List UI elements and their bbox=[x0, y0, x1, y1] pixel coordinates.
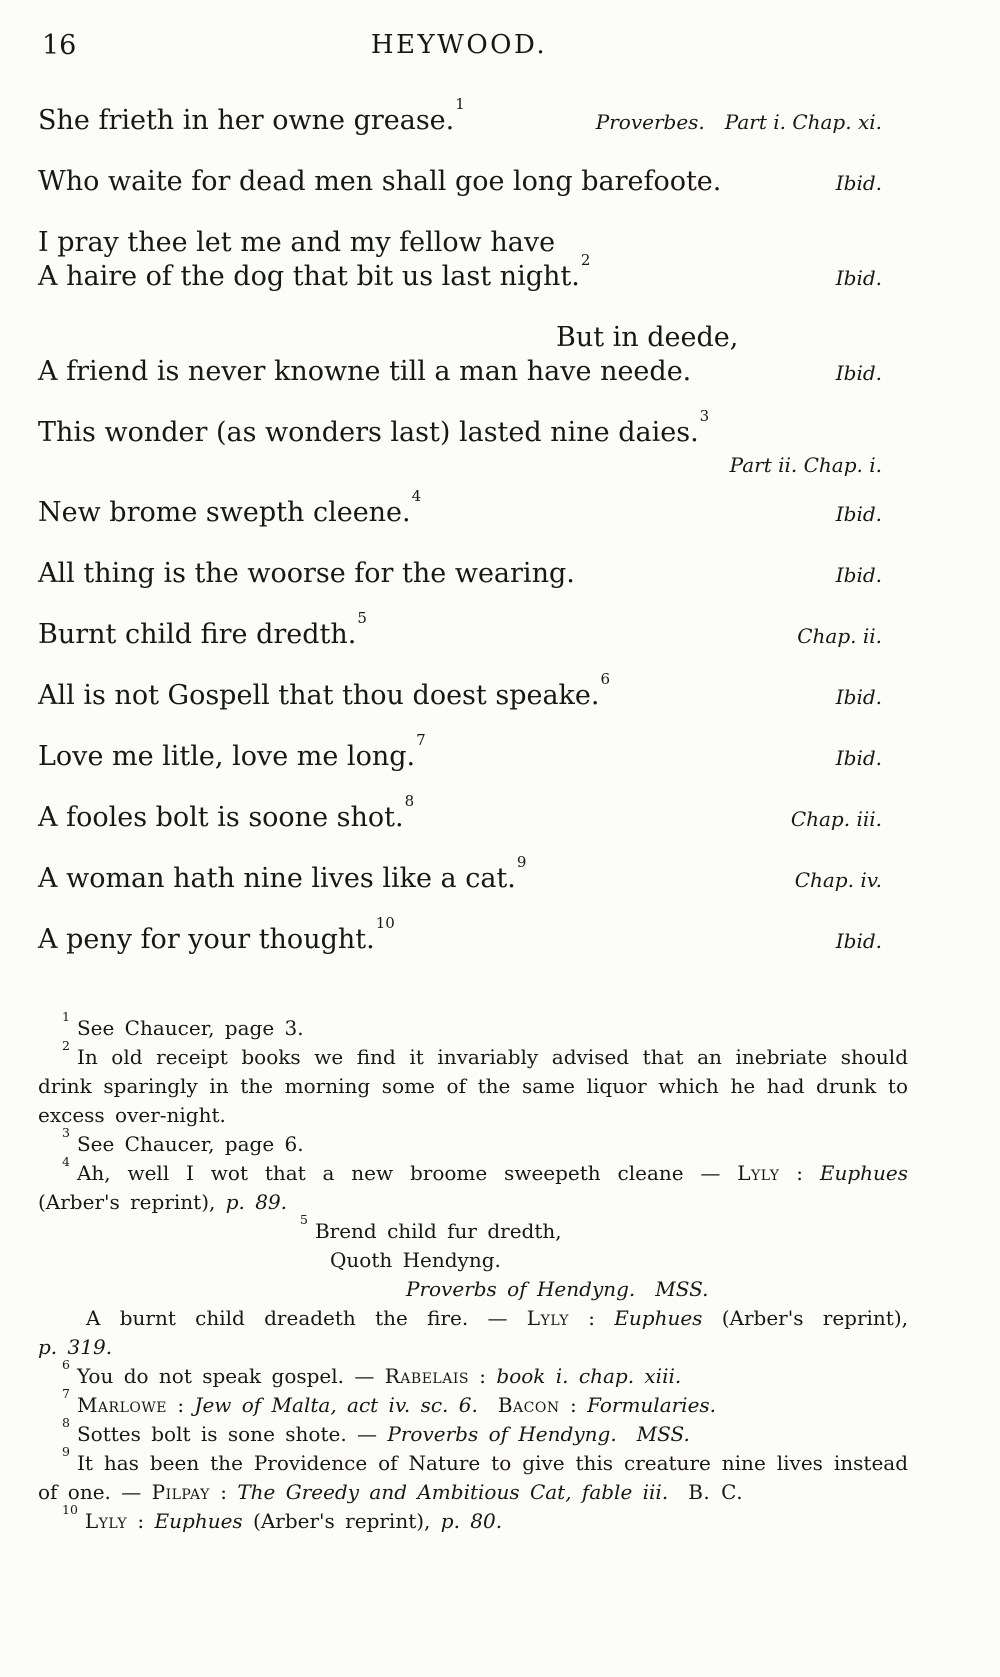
quote-text-span: New brome swepth cleene. bbox=[38, 497, 411, 528]
footnote bbox=[38, 1502, 908, 1536]
author-name: Pilpay bbox=[151, 1480, 210, 1504]
quote-citation: Chap. iii. bbox=[790, 807, 882, 831]
author-name: Marlowe bbox=[76, 1393, 167, 1417]
quote-line bbox=[38, 670, 882, 714]
quote-text bbox=[38, 95, 465, 138]
footnote-number: 6 bbox=[62, 1357, 70, 1373]
work-title: Euphues bbox=[819, 1161, 909, 1185]
quote-line bbox=[38, 914, 882, 958]
footnote-ref: 8 bbox=[404, 792, 415, 810]
footnote-verse-line bbox=[330, 1246, 908, 1275]
footnote-number: 5 bbox=[300, 1212, 308, 1228]
quote-citation: Part ii. Chap. i. bbox=[729, 453, 882, 477]
work-title: Proverbs of Hendyng. MSS. bbox=[406, 1277, 709, 1301]
footnote-verse-line bbox=[300, 1212, 908, 1246]
quote-text bbox=[38, 557, 575, 591]
page-ref: p. 80. bbox=[440, 1509, 503, 1533]
page-header-row bbox=[38, 30, 880, 66]
quote-line bbox=[38, 450, 882, 480]
running-head: HEYWOOD. bbox=[370, 30, 548, 60]
quote-line bbox=[38, 487, 882, 531]
quote-text bbox=[38, 670, 611, 713]
author-name: Rabelais bbox=[384, 1364, 469, 1388]
quote-text-span: A peny for your thought. bbox=[38, 924, 375, 955]
footnotes-section bbox=[38, 1009, 909, 1536]
footnote-number: 4 bbox=[62, 1154, 70, 1170]
footnote bbox=[38, 1038, 908, 1130]
quote-text bbox=[38, 165, 721, 199]
quote-entry bbox=[38, 487, 882, 531]
footnote-text: Ah, well I wot that a new broome sweepeth cleane — bbox=[76, 1161, 738, 1185]
quote-entry bbox=[38, 165, 882, 200]
quote-text bbox=[556, 321, 738, 355]
footnote-ref: 5 bbox=[357, 609, 367, 627]
quote-text bbox=[38, 487, 422, 530]
footnote-text: (Arber's reprint), bbox=[242, 1509, 441, 1533]
footnote-text: You do not speak gospel. — bbox=[76, 1364, 385, 1388]
footnote-text: Quoth Hendyng. bbox=[330, 1248, 501, 1272]
quote-line bbox=[38, 226, 882, 260]
quote-text bbox=[38, 355, 691, 389]
work-title: The Greedy and Ambitious Cat, fable iii. bbox=[237, 1480, 669, 1504]
footnote-text bbox=[478, 1393, 498, 1417]
footnote-ref: 1 bbox=[455, 95, 465, 113]
quote-line bbox=[38, 355, 882, 390]
footnote-number: 3 bbox=[62, 1125, 70, 1141]
quote-entry bbox=[38, 321, 882, 390]
quote-text-span: Love me litle, love me long. bbox=[38, 741, 416, 772]
quote-entry bbox=[38, 557, 882, 592]
quote-citation: Proverbes. Part i. Chap. xi. bbox=[595, 110, 882, 134]
footnote-number: 10 bbox=[62, 1502, 78, 1518]
work-title: book i. chap. xiii. bbox=[496, 1364, 682, 1388]
quote-text bbox=[38, 609, 367, 652]
quote-text-span: She frieth in her owne grease. bbox=[38, 105, 455, 136]
quote-text-span: A woman hath nine lives like a cat. bbox=[38, 863, 516, 894]
footnote-text: : bbox=[568, 1306, 615, 1330]
footnote-ref: 9 bbox=[516, 853, 527, 871]
footnote bbox=[38, 1154, 909, 1217]
footnote-text: In old receipt books we find it invariably advised that an inebriate should drink sparingly in the morning some of the same liquor which he had drunk to excess over-night. bbox=[38, 1045, 908, 1127]
quote-text-span: A haire of the dog that bit us last night. bbox=[38, 261, 580, 292]
quote-text-span: This wonder (as wonders last) lasted nine daies. bbox=[38, 417, 699, 448]
source-abbrev: B. C. bbox=[688, 1480, 744, 1504]
footnote-ref: 6 bbox=[600, 670, 611, 688]
footnote-text: See Chaucer, page 6. bbox=[76, 1132, 304, 1156]
quote-line bbox=[38, 165, 882, 200]
page-ref: p. 319. bbox=[38, 1335, 113, 1359]
quote-text bbox=[38, 853, 527, 896]
quote-entry bbox=[38, 731, 882, 775]
quote-entry bbox=[38, 226, 882, 295]
footnote bbox=[38, 1386, 908, 1420]
author-name: Lyly bbox=[737, 1161, 780, 1185]
footnote bbox=[38, 1444, 908, 1507]
quote-entry bbox=[38, 853, 882, 897]
quote-citation: Ibid. bbox=[835, 746, 882, 770]
quote-text bbox=[38, 251, 591, 294]
quote-entry bbox=[38, 670, 882, 714]
quote-line bbox=[38, 251, 882, 295]
quote-text-span: A fooles bolt is soone shot. bbox=[38, 802, 404, 833]
quote-text-span: All thing is the woorse for the wearing. bbox=[38, 558, 575, 589]
quote-text-span: But in deede, bbox=[556, 322, 739, 353]
footnote bbox=[38, 1415, 908, 1449]
footnote-ref: 2 bbox=[580, 251, 591, 269]
footnote-ref: 7 bbox=[416, 731, 426, 749]
quote-citation: Ibid. bbox=[835, 361, 882, 385]
quote-entry bbox=[38, 95, 882, 139]
footnote-number: 7 bbox=[62, 1386, 70, 1402]
quote-text bbox=[38, 914, 395, 957]
quote-line bbox=[38, 557, 882, 592]
footnote-ref: 4 bbox=[411, 487, 422, 505]
work-title: Euphues bbox=[154, 1509, 243, 1533]
quote-line bbox=[38, 407, 882, 450]
quote-citation: Chap. iv. bbox=[794, 868, 882, 892]
quote-entry bbox=[38, 609, 882, 653]
quote-citation: Ibid. bbox=[835, 563, 882, 587]
quotations-section bbox=[38, 95, 882, 958]
quote-text-span: All is not Gospell that thou doest speake. bbox=[38, 680, 600, 711]
footnote-number: 2 bbox=[62, 1038, 70, 1054]
work-title: Jew of Malta, act iv. sc. 6. bbox=[194, 1393, 478, 1417]
footnote-number: 1 bbox=[62, 1009, 70, 1025]
work-title: Formularies. bbox=[587, 1393, 717, 1417]
footnote-ref: 3 bbox=[699, 407, 710, 425]
footnote-text: : bbox=[127, 1509, 155, 1533]
footnote-text: : bbox=[468, 1364, 497, 1388]
quote-line bbox=[38, 95, 882, 139]
quote-entry bbox=[38, 792, 882, 836]
footnote-paragraph bbox=[38, 1304, 908, 1333]
footnote-text bbox=[668, 1480, 688, 1504]
footnote bbox=[38, 1125, 908, 1159]
footnote-verse-line bbox=[406, 1275, 908, 1304]
quote-text-span: I pray thee let me and my fellow have bbox=[38, 227, 556, 258]
quote-citation: Ibid. bbox=[835, 929, 882, 953]
author-name: Lyly bbox=[526, 1306, 569, 1330]
quote-citation: Ibid. bbox=[835, 171, 882, 195]
author-name: Bacon bbox=[497, 1393, 560, 1417]
quote-text bbox=[38, 731, 426, 774]
quote-citation: Chap. ii. bbox=[797, 624, 882, 648]
footnote-number: 9 bbox=[62, 1444, 70, 1460]
page-ref: p. 89. bbox=[225, 1190, 288, 1214]
footnote-text: : bbox=[209, 1480, 238, 1504]
footnote-text: Brend child fur dredth, bbox=[314, 1219, 562, 1243]
quote-text-span: Burnt child fire dredth. bbox=[38, 619, 357, 650]
page-number: 16 bbox=[42, 30, 77, 61]
footnote bbox=[38, 1009, 908, 1043]
footnote bbox=[38, 1212, 909, 1362]
quote-entry bbox=[38, 914, 882, 958]
quote-text bbox=[38, 792, 415, 835]
quote-citation: Ibid. bbox=[835, 502, 882, 526]
footnote-text: : bbox=[559, 1393, 588, 1417]
quote-line bbox=[38, 321, 882, 355]
quote-entry bbox=[38, 407, 882, 480]
footnote bbox=[38, 1357, 908, 1391]
quote-line bbox=[38, 609, 882, 653]
footnote-text: (Arber's reprint), bbox=[702, 1306, 909, 1330]
quote-line bbox=[38, 792, 882, 836]
quote-line bbox=[38, 853, 882, 897]
quote-citation: Ibid. bbox=[835, 266, 882, 290]
footnote-text: (Arber's reprint), bbox=[38, 1190, 226, 1214]
quote-citation: Ibid. bbox=[835, 685, 882, 709]
footnote-number: 8 bbox=[62, 1415, 70, 1431]
footnote-text: A burnt child dreadeth the fire. — bbox=[86, 1306, 527, 1330]
author-name: Lyly bbox=[84, 1509, 128, 1533]
quote-line bbox=[38, 731, 882, 775]
footnote-text: : bbox=[779, 1161, 820, 1185]
footnote-text: It has been the Providence of Nature to give this creature nine lives instead of one. — bbox=[38, 1451, 908, 1504]
footnote-continuation-line bbox=[38, 1333, 908, 1362]
quote-text bbox=[38, 226, 555, 260]
work-title: Euphues bbox=[614, 1306, 703, 1330]
footnote-ref: 10 bbox=[375, 914, 395, 932]
quote-text-span: Who waite for dead men shall goe long barefoote. bbox=[38, 166, 722, 197]
footnote-text: See Chaucer, page 3. bbox=[76, 1016, 304, 1040]
work-title: Proverbs of Hendyng. MSS. bbox=[387, 1422, 690, 1446]
quote-text-span: A friend is never knowne till a man have neede. bbox=[38, 356, 692, 387]
footnote-text: : bbox=[166, 1393, 195, 1417]
footnote-text: Sottes bolt is sone shote. — bbox=[76, 1422, 388, 1446]
quote-text bbox=[38, 407, 710, 450]
